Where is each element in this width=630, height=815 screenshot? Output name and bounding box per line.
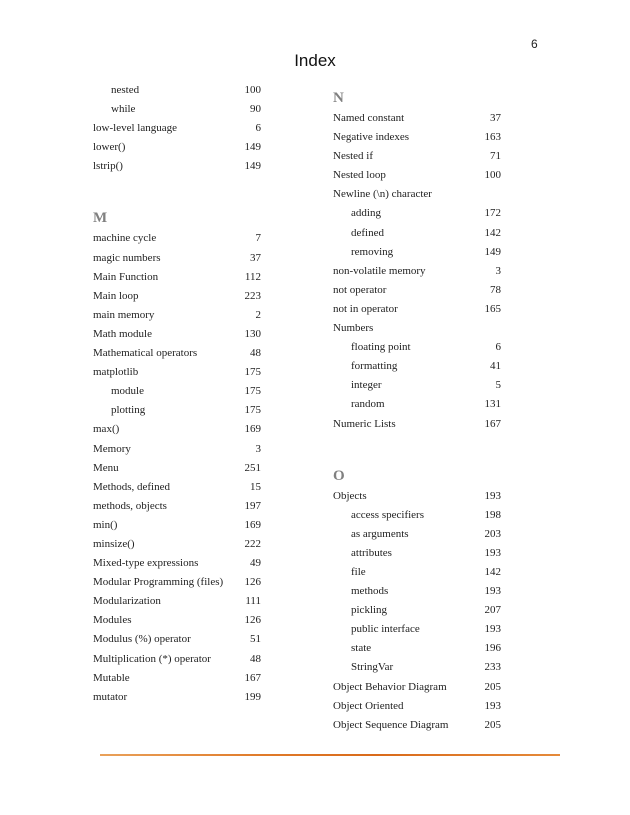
- index-entry: [93, 669, 261, 688]
- index-entry: [333, 109, 501, 128]
- index-page-number: 5: [495, 379, 501, 392]
- index-subentry: [333, 243, 501, 262]
- index-column-right: [333, 87, 501, 735]
- index-subentry: [333, 525, 501, 544]
- index-page-number: 126: [244, 614, 261, 627]
- index-page-number: 78: [490, 283, 501, 296]
- index-page-number: 142: [484, 226, 501, 239]
- index-page-number: 165: [484, 302, 501, 315]
- index-entry: [333, 166, 501, 185]
- index-subentry: [93, 100, 261, 119]
- index-term: removing: [351, 245, 394, 258]
- continued-entries: [93, 81, 261, 176]
- index-entry: [333, 487, 501, 506]
- index-entry: [333, 185, 501, 204]
- index-subentry: [333, 563, 501, 582]
- index-term: Numeric Lists: [333, 417, 396, 430]
- index-page-number: 193: [484, 585, 501, 598]
- index-term: Numbers: [333, 322, 374, 335]
- index-page-number: 130: [244, 327, 261, 340]
- index-term: Mathematical operators: [93, 347, 198, 360]
- index-page-number: 167: [484, 417, 501, 430]
- index-term: nested: [111, 84, 140, 96]
- index-page-number: 172: [484, 207, 501, 220]
- index-entry: [333, 147, 501, 166]
- index-page-number: 251: [244, 461, 261, 474]
- index-term: Named constant: [333, 112, 405, 124]
- index-term: Multiplication (*) operator: [93, 652, 211, 665]
- index-entry: [93, 138, 261, 157]
- index-term: Mutable: [93, 671, 130, 684]
- index-subentry: [333, 601, 501, 620]
- index-term: as arguments: [351, 527, 409, 540]
- index-term: min(): [93, 518, 118, 531]
- index-term: Memory: [93, 442, 131, 455]
- index-page-number: 149: [484, 245, 501, 258]
- section-letter-o: O: [333, 467, 345, 484]
- footer-rule: [100, 754, 560, 756]
- index-entry: [93, 119, 261, 138]
- index-term: integer: [351, 379, 382, 392]
- index-term: Methods, defined: [93, 480, 170, 493]
- index-entry: [93, 592, 261, 611]
- index-term: Nested loop: [333, 169, 386, 182]
- section-m-entries: [93, 229, 261, 706]
- index-subentry: [333, 224, 501, 243]
- section-spacer: [333, 434, 501, 465]
- index-entry: [93, 249, 261, 268]
- index-term: main memory: [93, 308, 155, 321]
- index-page-number: 169: [244, 518, 261, 531]
- index-subentry: [333, 639, 501, 658]
- index-page-number: 197: [244, 499, 261, 512]
- index-term: floating point: [351, 341, 411, 354]
- index-page-number: 167: [244, 671, 261, 684]
- index-entry: [93, 459, 261, 478]
- index-page-number: 223: [244, 289, 261, 302]
- index-subentry: [333, 204, 501, 223]
- index-term: pickling: [351, 604, 388, 617]
- index-entry: [333, 300, 501, 319]
- index-subentry: [93, 382, 261, 401]
- index-page-number: 112: [244, 270, 261, 283]
- index-entry: [93, 573, 261, 592]
- index-subentry: [333, 338, 501, 357]
- index-term: methods: [351, 585, 389, 598]
- section-n-entries: [333, 109, 501, 434]
- index-subentry: [333, 506, 501, 525]
- index-entry: [93, 157, 261, 176]
- index-term: attributes: [351, 546, 392, 559]
- index-term: low-level language: [93, 122, 177, 135]
- index-term: magic numbers: [93, 251, 161, 264]
- index-term: Objects: [333, 489, 367, 502]
- index-term: Negative indexes: [333, 131, 410, 144]
- index-entry: [93, 306, 261, 325]
- index-subentry: [93, 81, 261, 100]
- index-page-number: 6: [255, 122, 261, 135]
- section-spacer: [93, 176, 261, 207]
- index-page-number: 48: [250, 347, 261, 360]
- index-term: not operator: [333, 283, 387, 296]
- index-page-number: 193: [484, 546, 501, 559]
- index-term: minsize(): [93, 537, 135, 550]
- index-term: Mixed-type expressions: [93, 557, 199, 570]
- index-term: public interface: [351, 623, 420, 636]
- index-term: Modulus (%) operator: [93, 633, 191, 646]
- index-page-number: 193: [484, 623, 501, 636]
- index-term: formatting: [351, 360, 398, 373]
- index-page-number: 205: [484, 680, 501, 693]
- index-page-number: 7: [255, 232, 261, 245]
- index-page-number: 175: [244, 404, 261, 417]
- index-entry: [333, 262, 501, 281]
- index-page-number: 196: [484, 642, 501, 655]
- index-term: Object Oriented: [333, 699, 404, 712]
- index-entry: [93, 268, 261, 287]
- index-term: random: [351, 398, 385, 411]
- index-entry: [93, 420, 261, 439]
- index-page-number: 2: [255, 308, 261, 321]
- index-page-number: 175: [244, 366, 261, 379]
- index-page-number: 198: [484, 508, 501, 521]
- index-term: Nested if: [333, 150, 374, 163]
- index-entry: [333, 281, 501, 300]
- index-entry: [333, 415, 501, 434]
- index-term: access specifiers: [351, 508, 424, 521]
- index-entry: [333, 678, 501, 697]
- index-term: Math module: [93, 327, 152, 340]
- index-subentry: [333, 544, 501, 563]
- index-page-number: 149: [244, 160, 261, 173]
- index-term: methods, objects: [93, 499, 167, 512]
- index-term: Modular Programming (files): [93, 576, 224, 589]
- index-term: state: [351, 642, 372, 655]
- index-page-number: 199: [244, 690, 261, 703]
- index-page-number: 100: [244, 84, 261, 96]
- index-term: mutator: [93, 690, 128, 703]
- index-term: plotting: [111, 404, 146, 417]
- index-page-number: 142: [484, 565, 501, 578]
- index-entry: [93, 325, 261, 344]
- index-entry: [93, 535, 261, 554]
- index-term: lstrip(): [93, 160, 123, 173]
- index-subentry: [333, 376, 501, 395]
- index-term: not in operator: [333, 302, 398, 315]
- index-term: module: [111, 385, 144, 398]
- index-page-number: 169: [244, 423, 261, 436]
- index-page-number: 222: [244, 537, 261, 550]
- page-title: Index: [294, 51, 336, 70]
- index-term: Newline (\n) character: [333, 188, 432, 201]
- index-page-number: 41: [490, 360, 501, 373]
- index-term: defined: [351, 226, 384, 239]
- index-page-number: 233: [484, 661, 501, 674]
- index-entry: [93, 344, 261, 363]
- section-letter-m: M: [93, 210, 108, 227]
- index-page-number: 207: [484, 604, 501, 617]
- index-term: Main loop: [93, 289, 139, 302]
- index-page-number: 131: [484, 398, 501, 411]
- index-page-number: 175: [244, 385, 261, 398]
- index-term: machine cycle: [93, 232, 157, 245]
- index-entry: [93, 478, 261, 497]
- index-entry: [93, 516, 261, 535]
- index-entry: [333, 319, 501, 338]
- index-entry: [93, 497, 261, 516]
- index-entry: [93, 287, 261, 306]
- index-term: non-volatile memory: [333, 264, 426, 277]
- index-page-number: 71: [490, 150, 501, 163]
- index-page-number: 6: [495, 341, 501, 354]
- index-page-number: 3: [495, 264, 501, 277]
- index-term: adding: [351, 207, 381, 220]
- index-page-number: 15: [250, 480, 261, 493]
- index-term: Object Sequence Diagram: [333, 718, 449, 731]
- section-o-entries: [333, 487, 501, 735]
- index-page-number: 37: [250, 251, 261, 264]
- index-entry: [93, 688, 261, 707]
- index-entry: [93, 650, 261, 669]
- index-page-number: 48: [250, 652, 261, 665]
- index-column-left: [93, 81, 261, 707]
- index-entry: [93, 630, 261, 649]
- index-entry: [93, 554, 261, 573]
- index-page-number: 193: [484, 489, 501, 502]
- index-page-number: 126: [244, 576, 261, 589]
- index-term: file: [351, 565, 366, 578]
- index-term: lower(): [93, 141, 126, 154]
- index-term: StringVar: [351, 661, 394, 674]
- index-subentry: [333, 395, 501, 414]
- page-number: 6: [531, 37, 538, 51]
- index-entry: [93, 363, 261, 382]
- index-term: matplotlib: [93, 366, 139, 379]
- index-term: max(): [93, 423, 120, 436]
- index-subentry: [93, 401, 261, 420]
- index-page-number: 3: [255, 442, 261, 455]
- index-entry: [333, 716, 501, 735]
- index-page-number: 49: [250, 557, 261, 570]
- index-page-number: 100: [484, 169, 501, 182]
- index-subentry: [333, 658, 501, 677]
- index-entry: [333, 697, 501, 716]
- index-page-number: 203: [484, 527, 501, 540]
- index-page-number: 193: [484, 699, 501, 712]
- index-term: Object Behavior Diagram: [333, 680, 447, 693]
- index-subentry: [333, 582, 501, 601]
- index-page-number: 149: [244, 141, 261, 154]
- index-subentry: [333, 357, 501, 376]
- index-term: Menu: [93, 461, 119, 474]
- index-page-number: 90: [250, 103, 261, 116]
- index-page-number: 205: [484, 718, 501, 731]
- index-entry: [93, 440, 261, 459]
- index-page-number: 111: [245, 595, 261, 608]
- section-letter-n: N: [333, 90, 344, 106]
- index-term: Modules: [93, 614, 132, 627]
- index-entry: [93, 229, 261, 248]
- index-page-number: 37: [490, 112, 501, 124]
- index-term: Modularization: [93, 595, 161, 608]
- index-page-number: 163: [484, 131, 501, 144]
- index-page-number: 51: [250, 633, 261, 646]
- index-term: while: [111, 103, 136, 116]
- index-entry: [93, 611, 261, 630]
- index-subentry: [333, 620, 501, 639]
- index-entry: [333, 128, 501, 147]
- index-term: Main Function: [93, 270, 159, 283]
